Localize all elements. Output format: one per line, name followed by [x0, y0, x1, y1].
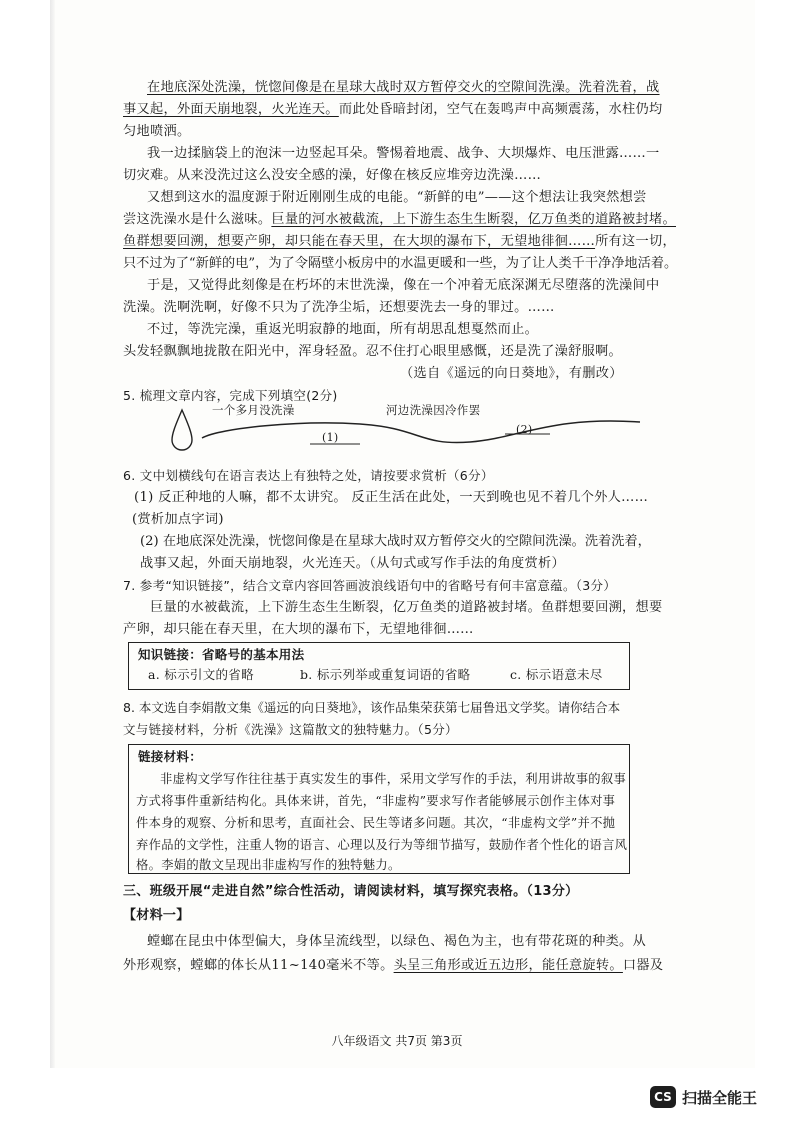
question-7: 7. 参考“知识链接”，结合文章内容回答画波浪线语句中的省略号有何丰富意蕴。（3分）: [123, 578, 617, 593]
passage-line: 于是，又觉得此刻像是在朽坏的末世洗澡，像在一个冲着无底深渊无尽堕落的洗澡间中: [147, 278, 660, 293]
passage-line: 洗澡。洗啊洗啊，好像不只为了洗净尘垢，还想要洗去一身的罪过。……: [123, 300, 555, 315]
flow-label-b: 河边洗澡因冷作罢: [386, 403, 481, 417]
linked-material-line: 方式将事件重新结构化。具体来讲，首先，“非虚构”要求写作者能够展示创作主体对事: [136, 794, 616, 808]
passage-source: （选自《遥远的向日葵地》，有删改）: [400, 366, 623, 381]
camscanner-icon: CS: [650, 1086, 676, 1108]
question-6: 6. 文中划横线句在语言表达上有独特之处，请按要求赏析（6分）: [123, 468, 494, 483]
knowledge-link-title: 知识链接：省略号的基本用法: [138, 647, 305, 662]
passage-line: 切灾难。从来没洗过这么没安全感的澡，好像在核反应堆旁边洗澡……: [123, 168, 542, 183]
scanner-watermark: [650, 1084, 757, 1110]
material-1-label: 【材料一】: [123, 908, 190, 923]
knowledge-option-a: a. 标示引文的省略: [148, 667, 254, 682]
page-footer: 八年级语文 共7页 第3页: [331, 1034, 463, 1048]
passage-line: 事又起，外面天崩地裂，火光连天。而此处昏暗封闭，空气在轰鸣声中高频震荡，水柱仍均: [123, 102, 663, 117]
linked-material-line: 格。李娟的散文呈现出非虚构写作的独特魅力。: [136, 858, 401, 872]
passage-line: 不过，等洗完澡，重返光明寂静的地面，所有胡思乱想戛然而止。: [147, 322, 539, 337]
material-1-line: 螳螂在昆虫中体型偏大，身体呈流线型，以绿色、褐色为主，也有带花斑的种类。从: [147, 934, 647, 949]
plot-wave-line: [202, 421, 640, 443]
flow-blank-1: (1): [322, 431, 339, 444]
passage-line: 鱼群想要回溯，想要产卵，却只能在春天里，在大坝的瀑布下，无望地徘徊……所有这一切，: [123, 234, 676, 249]
q6-item-2-cont: 战事又起，外面天崩地裂，火光连天。（从句式或写作手法的角度赏析）: [140, 556, 565, 571]
knowledge-option-c: c. 标示语意未尽: [510, 667, 603, 682]
flow-label-a: 一个多月没洗澡: [212, 403, 295, 417]
q7-quote-cont: 产卵，却只能在春天里，在大坝的瀑布下，无望地徘徊……: [123, 622, 474, 637]
passage-line: 尝这洗澡水是什么滋味。巨量的河水被截流，上下游生态生生断裂，亿万鱼类的道路被封堵。: [123, 212, 676, 227]
question-8: 8. 本文选自李娟散文集《遥远的向日葵地》，该作品集荣获第七届鲁迅文学奖。请你结合本: [123, 700, 621, 715]
linked-material-title: 链接材料：: [138, 749, 203, 764]
passage-line: 我一边揉脑袋上的泡沫一边竖起耳朵。警惕着地震、战争、大坝爆炸、电压泄露……一: [147, 146, 660, 161]
q6-item-1-note: (赏析加点字词): [132, 512, 224, 527]
passage-line: 头发轻飘飘地拢散在阳光中，浑身轻盈。忍不住打心眼里感慨，还是洗了澡舒服啊。: [123, 344, 623, 359]
linked-material-line: 件本身的观察、分析和思考，直面社会、民生等诸多问题。其次，“非虚构文学”并不抛: [136, 816, 616, 830]
q7-quote: 巨量的水被截流，上下游生态生生断裂，亿万鱼类的道路被封堵。鱼群想要回溯，想要: [150, 600, 663, 615]
passage-line: 只不过为了“新鲜的电”，为了令隔壁小板房中的水温更暖和一些，为了让人类千干净净地活着。: [123, 256, 678, 271]
water-drop-icon: [172, 410, 192, 450]
flow-blank-2: (2): [516, 423, 533, 436]
linked-material-line: 非虚构文学写作往往基于真实发生的事件，采用文学写作的手法，利用讲故事的叙事: [160, 772, 627, 786]
linked-material-line: 弃作品的文学性，注重人物的语言、心理以及行为等细节描写，鼓励作者个性化的语言风: [136, 838, 628, 852]
question-8-cont: 文与链接材料，分析《洗澡》这篇散文的独特魅力。（5分）: [123, 722, 458, 737]
passage-line: 在地底深处洗澡，恍惚间像是在星球大战时双方暂停交火的空隙间洗澡。洗着洗着，战: [147, 80, 660, 95]
knowledge-option-b: b. 标示列举或重复词语的省略: [300, 667, 471, 682]
passage-line: 又想到这水的温度源于附近刚刚生成的电能。“新鲜的电”——这个想法让我突然想尝: [147, 190, 647, 205]
question-5: 5. 梳理文章内容，完成下列填空(2分): [123, 388, 338, 403]
material-1-line: 外形观察，螳螂的体长从11~140毫米不等。头呈三角形或近五边形，能任意旋转。口器及: [123, 958, 664, 973]
passage-line: 匀地喷洒。: [123, 124, 191, 139]
section-3-heading: 三、班级开展“走进自然”综合性活动，请阅读材料，填写探究表格。（13分）: [123, 884, 579, 899]
q6-item-2: (2) 在地底深处洗澡，恍惚间像是在星球大战时双方暂停交火的空隙间洗澡。洗着洗着，: [140, 534, 651, 549]
q6-item-1: (1) 反正种地的人嘛，都不太讲究。 反正生活在此处，一天到晚也见不着几个外人……: [134, 490, 649, 505]
camscanner-label: 扫描全能王: [682, 1088, 758, 1107]
